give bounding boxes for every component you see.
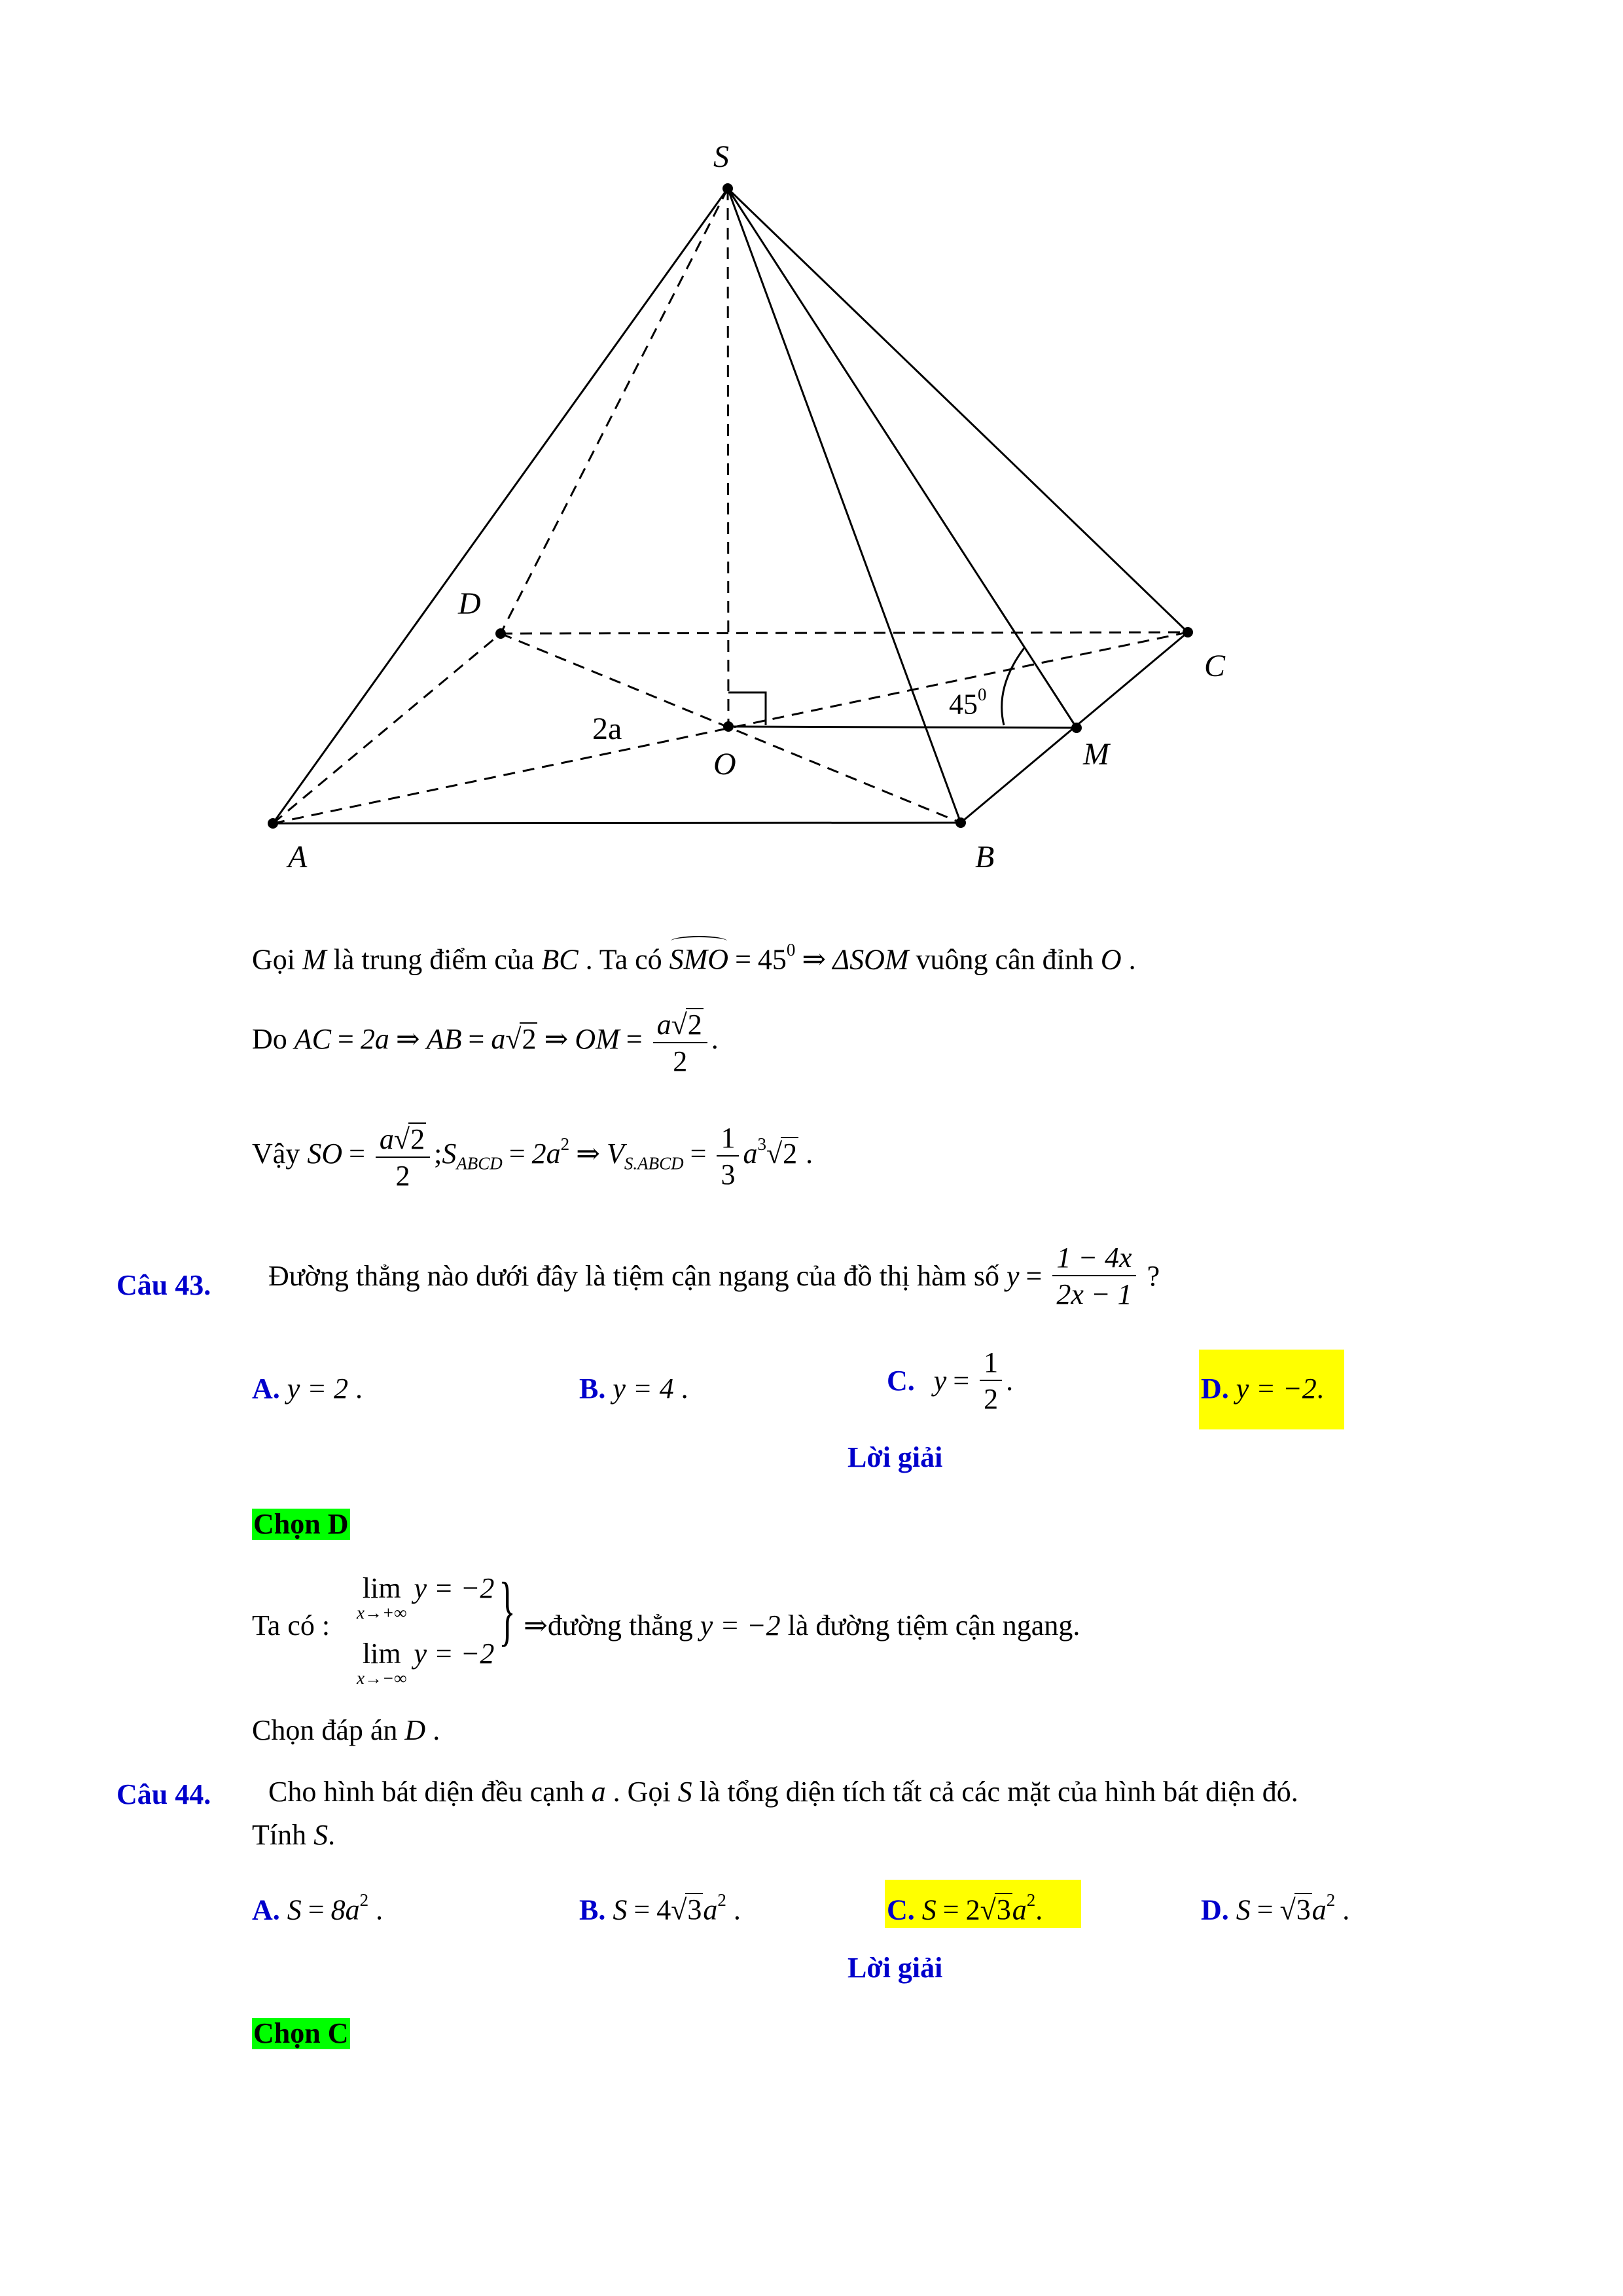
q43-conclusion — [524, 1611, 1080, 1640]
s42-l2-frac: $\frac{a√2}{2}$ — [653, 1008, 707, 1076]
q43-option-b-label: B. — [579, 1372, 606, 1405]
q43-option-a[interactable] — [252, 1374, 363, 1403]
s42-l3-num-sqrt: 2 — [408, 1122, 426, 1154]
q43-conclusion-t2: là đường tiệm cận ngang. — [780, 1609, 1080, 1641]
q43-lim2-sub: x→−∞ — [357, 1668, 407, 1688]
s42-l3-frac1: $\frac{a√2}{2}$ — [376, 1122, 430, 1191]
q44-option-b[interactable]: B. $S = 4√3a^2$ . — [579, 1890, 741, 1926]
s42-l1-t2: là trung điểm của — [326, 943, 542, 976]
edge-SC — [728, 188, 1188, 632]
s42-l2-imp1: ⇒ — [395, 1023, 420, 1056]
q44-solution-title: Lời giải — [847, 1952, 943, 1984]
q43-option-d-end: . — [1316, 1372, 1324, 1405]
vertex-A — [268, 818, 278, 829]
s42-l3-semi: ; — [434, 1138, 442, 1170]
label-B: B — [975, 840, 995, 874]
q43-lim1-sub: x→+∞ — [357, 1603, 407, 1623]
q44-l2-S: S — [313, 1819, 329, 1851]
s42-l3-sqrt: 2 — [781, 1137, 798, 1168]
q44-option-d[interactable]: D. $S = √3a^2$ . — [1201, 1890, 1350, 1926]
q43-choice: Chọn D — [253, 1508, 349, 1540]
q44-option-b-pre: 4 — [656, 1893, 671, 1926]
q43-num: 1 − 4x — [1056, 1242, 1132, 1274]
q43-option-c[interactable] — [887, 1348, 1013, 1414]
q43-option-a-expr: y = 2 — [287, 1372, 349, 1405]
q44-option-d-sqrt: 3 — [1294, 1893, 1312, 1924]
q44-t3: là tổng diện tích tất cả các mặt của hình bát diện đó. — [692, 1776, 1298, 1808]
q44-a: a — [591, 1776, 606, 1808]
label-angle — [949, 686, 987, 719]
s42-l3-eq3: = — [690, 1138, 707, 1170]
q44-option-d-end: . — [1335, 1893, 1350, 1926]
solution42-line2: Do AC = 2a ⇒ AB = a√2 ⇒ OM = $\frac{a√2}{2}$ . — [252, 1009, 719, 1077]
q43-conclusion-expr: y = −2 — [700, 1609, 781, 1641]
s42-l2-OM: OM — [575, 1023, 620, 1056]
q44-option-b-S: S — [613, 1893, 628, 1926]
s42-l3-eq1: = — [349, 1138, 365, 1170]
q43-option-d-label: D. — [1201, 1372, 1229, 1405]
s42-l3-V: V — [607, 1138, 624, 1170]
s42-l3-num-a: a — [379, 1123, 394, 1155]
q44-option-a-sup: 2 — [359, 1890, 369, 1910]
q44-l2-t1: Tính — [252, 1819, 314, 1851]
edge-AD — [273, 634, 501, 823]
label-S: S — [713, 139, 729, 174]
s42-l1-sup: 0 — [786, 940, 796, 960]
s42-l3-den: 2 — [376, 1157, 430, 1191]
q43-y: y — [1006, 1260, 1020, 1292]
s42-l2-eq3: = — [626, 1023, 643, 1056]
q43-lim1-op — [357, 1574, 406, 1622]
q44-option-c-sup: 2 — [1026, 1890, 1036, 1910]
q44-option-c-sqrt: 3 — [995, 1893, 1012, 1924]
q44-option-a-label: A. — [252, 1893, 280, 1926]
s42-l2-AB: AB — [426, 1023, 462, 1056]
q44-option-d-label: D. — [1201, 1893, 1229, 1926]
s42-l2-imp2: ⇒ — [544, 1023, 569, 1056]
q44-choice: Chọn C — [253, 2017, 349, 2049]
s42-l3-v2: 2a — [531, 1138, 561, 1170]
s42-l3-t1: Vậy — [252, 1138, 308, 1170]
angle-degree: 0 — [978, 685, 987, 704]
q43-brace: } — [499, 1566, 516, 1653]
q43-option-c-den: 2 — [980, 1380, 1002, 1414]
q43-option-a-end: . — [348, 1372, 363, 1405]
angle-arc — [1002, 648, 1024, 725]
q43-lim1-expr: y = −2 — [414, 1572, 495, 1604]
s42-l2-den: 2 — [653, 1042, 707, 1076]
q43-option-a-label: A. — [252, 1372, 280, 1405]
s42-l1-end: . — [1121, 943, 1136, 976]
angle-value: 45 — [949, 688, 978, 721]
s42-l3-v2-sup: 2 — [560, 1134, 570, 1154]
s42-l1-O: O — [1100, 943, 1122, 976]
q43-option-b-end: . — [673, 1372, 688, 1405]
q43-lim2-word: lim — [362, 1638, 401, 1670]
q44-option-b-sqrt: 3 — [685, 1893, 703, 1924]
q43-frac — [1052, 1244, 1135, 1309]
q43-lim2 — [357, 1640, 494, 1689]
q43-option-c-y: y — [933, 1365, 947, 1397]
q44-t2: . Gọi — [605, 1776, 678, 1808]
label-A: A — [288, 840, 308, 874]
q44-option-c-a: a — [1012, 1893, 1027, 1926]
label-side: 2a — [592, 711, 622, 746]
q43-conclusion-imp: ⇒ — [524, 1609, 548, 1641]
label-C: C — [1204, 649, 1226, 683]
segment-OM — [728, 726, 1077, 728]
q44-text-line2 — [252, 1821, 335, 1850]
q43-lim2-op — [357, 1640, 406, 1687]
s42-l3-fnum: 1 — [721, 1122, 736, 1154]
q44-option-a-eq: = — [308, 1893, 325, 1926]
label-M: M — [1083, 737, 1109, 772]
q44-option-c-end: . — [1035, 1893, 1043, 1926]
s42-l1-eq: = — [735, 943, 751, 976]
s42-l2-eq2: = — [468, 1023, 485, 1056]
q44-option-a-pre: 8a — [330, 1893, 360, 1926]
q43-option-b-expr: y = 4 — [613, 1372, 674, 1405]
q44-option-c-label: C. — [887, 1893, 915, 1926]
s42-l3-fden: 3 — [717, 1155, 739, 1189]
q43-den: 2x − 1 — [1052, 1275, 1135, 1309]
s42-l2-num-sqrt: 2 — [686, 1008, 704, 1039]
q43-lim2-expr: y = −2 — [414, 1638, 495, 1670]
q43-text — [268, 1244, 1160, 1309]
q43-option-c-end: . — [1006, 1365, 1014, 1397]
q43-final-end: . — [425, 1714, 440, 1746]
q44-option-c-pre: 2 — [965, 1893, 980, 1926]
s42-l3-V-sub: S.ABCD — [624, 1153, 684, 1174]
q44-option-d-eq: = — [1257, 1893, 1274, 1926]
s42-l2-a: a — [491, 1023, 506, 1056]
vertex-D — [495, 628, 506, 639]
q43-option-c-label: C. — [887, 1365, 915, 1397]
q43-lim1 — [357, 1574, 494, 1624]
s42-l3-SO: SO — [307, 1138, 343, 1170]
solution42-line3: Vậy SO = $\frac{a√2}{2}$ $;S_{ABCD} = 2a^2$ ⇒ $V_{S.ABCD}$ = $\frac{1}{3}$ $a^3√2$ . — [252, 1122, 813, 1192]
q44-text — [268, 1778, 1298, 1806]
s42-l2-eq1: = — [338, 1023, 354, 1056]
solution42-line1 — [252, 941, 1136, 974]
s42-l2-v1: 2a — [360, 1023, 389, 1056]
q44-option-c[interactable]: C. $S = 2√3a^2$. — [887, 1890, 1043, 1926]
angle-SMO: SMO — [669, 943, 729, 976]
q44-option-b-a: a — [703, 1893, 718, 1926]
q44-option-d-sup: 2 — [1326, 1890, 1336, 1910]
q43-qmark: ? — [1139, 1260, 1160, 1292]
edge-SD — [501, 188, 728, 634]
q43-option-b[interactable] — [579, 1374, 688, 1403]
q44-option-a[interactable] — [252, 1892, 383, 1924]
s42-l3-a-sup: 3 — [757, 1134, 766, 1154]
q43-solution-title: Lời giải — [847, 1441, 943, 1473]
vertex-B — [955, 817, 966, 828]
s42-l1-BC: BC — [541, 943, 579, 976]
s42-l3-S: S — [442, 1138, 457, 1170]
s42-l3-S-sub: ABCD — [456, 1153, 503, 1174]
s42-l1-tri: ΔSOM — [832, 943, 909, 976]
s42-l3-a: a — [743, 1138, 758, 1170]
q43-option-d-expr: y = −2 — [1236, 1372, 1317, 1405]
s42-l1-val: 45 — [757, 943, 787, 976]
q43-final-ans: D — [404, 1714, 426, 1746]
s42-l1-t1: Gọi — [252, 943, 302, 976]
s42-l3-imp: ⇒ — [576, 1138, 601, 1170]
edge-DC — [501, 632, 1188, 634]
q43-number: Câu 43. — [116, 1269, 211, 1301]
q44-option-a-S: S — [287, 1893, 302, 1926]
label-D: D — [458, 586, 481, 621]
q43-option-c-frac — [980, 1348, 1002, 1414]
s42-l3-eq2: = — [508, 1138, 526, 1170]
q43-final-t1: Chọn đáp án — [252, 1714, 405, 1746]
q43-option-d[interactable] — [1201, 1374, 1324, 1403]
vertex-C — [1183, 627, 1193, 637]
vertex-M — [1071, 723, 1082, 733]
q43-ta-co: Ta có : — [252, 1609, 330, 1641]
edge-SM — [728, 188, 1077, 728]
q44-t1: Cho hình bát diện đều cạnh — [268, 1776, 592, 1808]
s42-l1-imp: ⇒ — [802, 943, 827, 976]
q43-lim1-word: lim — [362, 1572, 401, 1604]
right-angle-mark — [728, 692, 766, 725]
q44-option-b-label: B. — [579, 1893, 606, 1926]
vertex-S — [722, 183, 733, 194]
q43-stem: Đường thẳng nào dưới đây là tiệm cận ngang của đồ thị hàm số — [268, 1260, 1007, 1292]
vertex-O — [723, 721, 734, 732]
s42-l1-t4: vuông cân đỉnh — [908, 943, 1101, 976]
q44-option-d-a: a — [1311, 1893, 1327, 1926]
s42-l2-AC: AC — [294, 1023, 332, 1056]
s42-l3-frac2 — [717, 1124, 739, 1189]
q44-option-a-end: . — [368, 1893, 383, 1926]
q44-option-b-end: . — [726, 1893, 741, 1926]
q44-number: Câu 44. — [116, 1778, 211, 1810]
q44-l2-end: . — [328, 1819, 336, 1851]
q43-option-c-num: 1 — [984, 1346, 999, 1378]
q43-eq: = — [1026, 1260, 1043, 1292]
q44-option-c-S: S — [921, 1893, 936, 1926]
q43-option-c-eq: = — [953, 1365, 970, 1397]
s42-l3-end: . — [798, 1138, 813, 1170]
q44-option-b-eq: = — [633, 1893, 651, 1926]
q44-option-d-S: S — [1236, 1893, 1251, 1926]
s42-l2-sqrt: 2 — [520, 1022, 537, 1054]
q43-final — [252, 1716, 440, 1745]
q44-S: S — [677, 1776, 692, 1808]
s42-l2-end: . — [711, 1023, 719, 1056]
s42-l1-M: M — [302, 943, 327, 976]
q44-option-c-eq: = — [942, 1893, 959, 1926]
pyramid-figure — [0, 0, 1623, 890]
q43-conclusion-t1: đường thẳng — [547, 1609, 700, 1641]
q44-option-b-sup: 2 — [717, 1890, 726, 1910]
label-O: O — [713, 747, 736, 781]
s42-l2-t1: Do — [252, 1023, 294, 1056]
s42-l2-num-a: a — [656, 1009, 671, 1041]
edge-SA — [273, 188, 728, 823]
s42-l1-t3: . Ta có — [578, 943, 669, 976]
